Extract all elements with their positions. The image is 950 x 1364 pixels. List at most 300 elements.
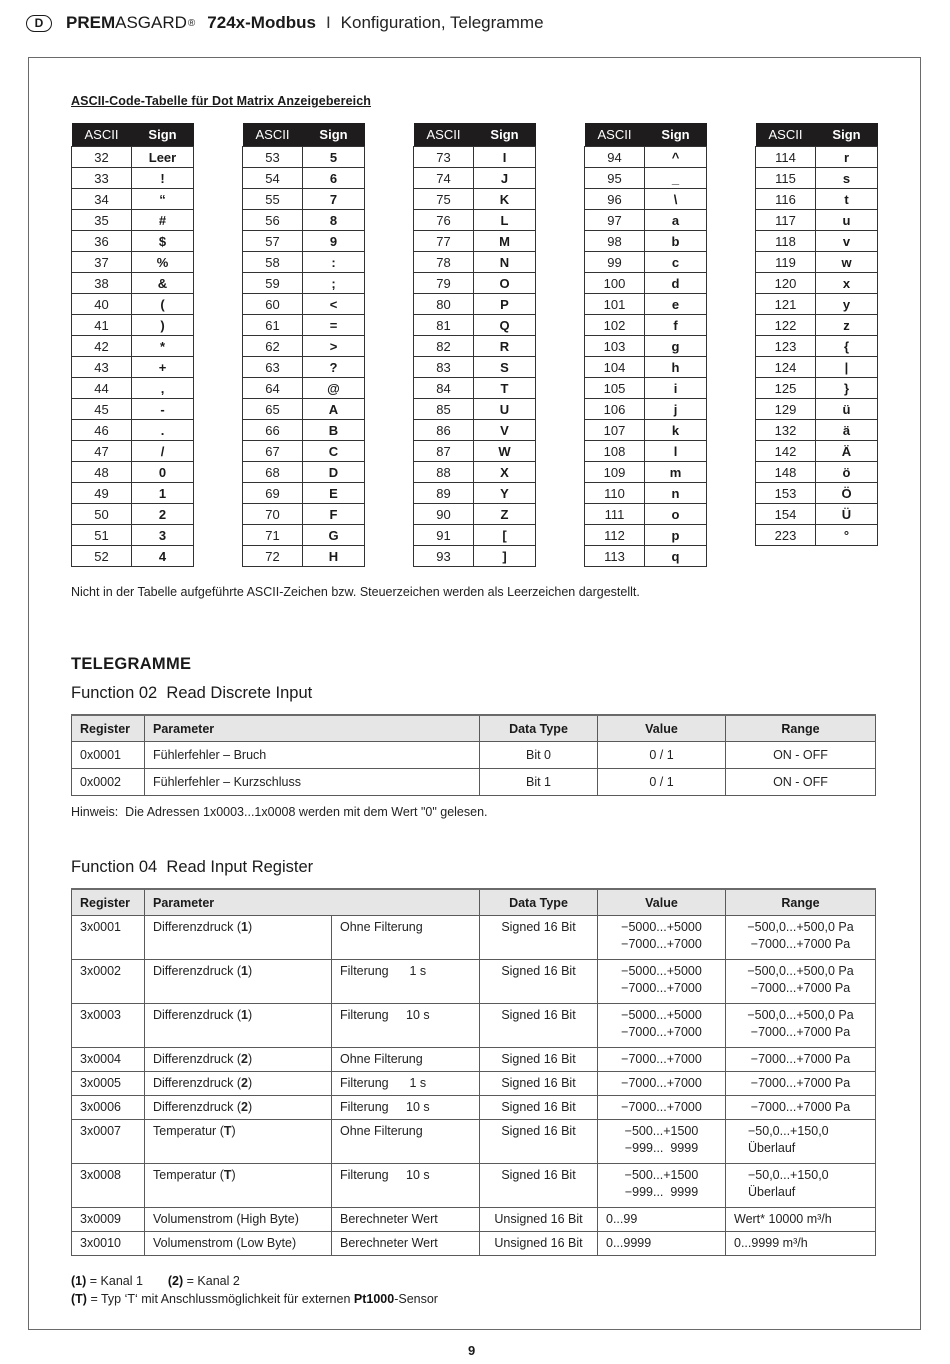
ascii-sign: 4 bbox=[132, 546, 194, 567]
f04-table-row bbox=[72, 1004, 876, 1048]
ascii-sign: r bbox=[816, 147, 878, 168]
f04-cell-data-type: Signed 16 Bit bbox=[480, 1120, 598, 1164]
f04-cell-parameter: Volumenstrom (High Byte) bbox=[145, 1208, 332, 1232]
ascii-header-code: ASCII bbox=[756, 123, 816, 147]
ascii-sign: $ bbox=[132, 231, 194, 252]
footnote-type-t bbox=[71, 1292, 438, 1306]
f04-cell-register: 3x0006 bbox=[72, 1096, 145, 1120]
f04-cell-parameter: Volumenstrom (Low Byte) bbox=[145, 1232, 332, 1256]
ascii-row bbox=[414, 525, 536, 546]
ascii-row bbox=[243, 315, 365, 336]
ascii-sign: ^ bbox=[645, 147, 707, 168]
ascii-row bbox=[414, 441, 536, 462]
ascii-sign: Ä bbox=[816, 441, 878, 462]
ascii-table-title: ASCII-Code-Tabelle für Dot Matrix Anzeigebereich bbox=[71, 94, 371, 108]
ascii-code: 34 bbox=[72, 189, 132, 210]
ascii-code: 104 bbox=[585, 357, 645, 378]
ascii-row bbox=[243, 294, 365, 315]
ascii-sign: @ bbox=[303, 378, 365, 399]
f04-value-line: −999... 9999 bbox=[624, 1185, 699, 1199]
ascii-code: 45 bbox=[72, 399, 132, 420]
f04-cell-data-type: Signed 16 Bit bbox=[480, 1096, 598, 1120]
ascii-row bbox=[585, 378, 707, 399]
ascii-sign: W bbox=[474, 441, 536, 462]
f04-value-line: −5000...+5000 bbox=[621, 920, 702, 934]
ascii-sign: Leer bbox=[132, 147, 194, 168]
f04-cell-data-type: Signed 16 Bit bbox=[480, 1004, 598, 1048]
ascii-row bbox=[756, 399, 878, 420]
f04-range-line: −7000...+7000 Pa bbox=[750, 1100, 851, 1114]
f04-cell-range bbox=[726, 916, 876, 960]
ascii-row bbox=[585, 357, 707, 378]
ascii-sign: # bbox=[132, 210, 194, 231]
ascii-row bbox=[414, 189, 536, 210]
f04-cell-range bbox=[726, 1072, 876, 1096]
f04-range-line: Wert* 10000 m³/h bbox=[734, 1212, 832, 1226]
f04-cell-parameter: Differenzdruck (2) bbox=[145, 1072, 332, 1096]
ascii-sign: j bbox=[645, 399, 707, 420]
ascii-sign: M bbox=[474, 231, 536, 252]
f04-range-line: −7000...+7000 Pa bbox=[750, 1025, 851, 1039]
ascii-sign: x bbox=[816, 273, 878, 294]
ascii-code: 52 bbox=[72, 546, 132, 567]
f04-range-line: −500,0...+500,0 Pa bbox=[747, 964, 854, 978]
ascii-row bbox=[414, 336, 536, 357]
channel-marker: 2 bbox=[241, 1100, 248, 1114]
ascii-row bbox=[756, 315, 878, 336]
f02-cell-register: 0x0002 bbox=[72, 769, 145, 796]
f04-cell-parameter: Temperatur (T) bbox=[145, 1120, 332, 1164]
f04-cell-register: 3x0010 bbox=[72, 1232, 145, 1256]
ascii-code: 36 bbox=[72, 231, 132, 252]
ascii-row bbox=[243, 441, 365, 462]
f04-table-row bbox=[72, 1232, 876, 1256]
ascii-code: 64 bbox=[243, 378, 303, 399]
ascii-code: 44 bbox=[72, 378, 132, 399]
ascii-code: 82 bbox=[414, 336, 474, 357]
f04-cell-register: 3x0008 bbox=[72, 1164, 145, 1208]
ascii-table-1 bbox=[71, 123, 194, 567]
ascii-code: 59 bbox=[243, 273, 303, 294]
ascii-code: 124 bbox=[756, 357, 816, 378]
ascii-row bbox=[414, 168, 536, 189]
ascii-row bbox=[243, 462, 365, 483]
ascii-code: 123 bbox=[756, 336, 816, 357]
f04-cell-value bbox=[598, 1004, 726, 1048]
ascii-row bbox=[585, 294, 707, 315]
ascii-sign: > bbox=[303, 336, 365, 357]
ascii-code: 55 bbox=[243, 189, 303, 210]
ascii-row bbox=[585, 189, 707, 210]
f04-cell-parameter: Differenzdruck (2) bbox=[145, 1096, 332, 1120]
f04-value-line: −7000...+7000 bbox=[621, 1100, 702, 1114]
ascii-row bbox=[72, 420, 194, 441]
ascii-header-sign: Sign bbox=[303, 123, 365, 147]
f04-cell-data-type: Signed 16 Bit bbox=[480, 916, 598, 960]
f02-cell-data-type: Bit 0 bbox=[480, 742, 598, 769]
function02-name: Read Discrete Input bbox=[166, 684, 313, 702]
f04-cell-data-type: Unsigned 16 Bit bbox=[480, 1208, 598, 1232]
ascii-row bbox=[585, 483, 707, 504]
ascii-code: 46 bbox=[72, 420, 132, 441]
f04-cell-filter: Filterung 10 s bbox=[332, 1096, 480, 1120]
f02-cell-parameter: Fühlerfehler – Kurzschluss bbox=[145, 769, 480, 796]
ascii-code: 103 bbox=[585, 336, 645, 357]
function04-table bbox=[71, 888, 876, 1256]
footnote-k2-text: = Kanal 2 bbox=[183, 1274, 240, 1288]
ascii-sign: ä bbox=[816, 420, 878, 441]
ascii-code: 66 bbox=[243, 420, 303, 441]
footnote-t-symbol: (T) bbox=[71, 1292, 87, 1306]
ascii-row bbox=[243, 336, 365, 357]
ascii-sign: . bbox=[132, 420, 194, 441]
ascii-sign: 5 bbox=[303, 147, 365, 168]
ascii-sign: ( bbox=[132, 294, 194, 315]
ascii-code: 154 bbox=[756, 504, 816, 525]
ascii-code: 70 bbox=[243, 504, 303, 525]
ascii-row bbox=[756, 252, 878, 273]
ascii-code: 117 bbox=[756, 210, 816, 231]
ascii-sign: + bbox=[132, 357, 194, 378]
ascii-header-code: ASCII bbox=[414, 123, 474, 147]
f02-cell-range: ON - OFF bbox=[726, 769, 876, 796]
ascii-code: 72 bbox=[243, 546, 303, 567]
ascii-code: 43 bbox=[72, 357, 132, 378]
model-name: 724x-Modbus bbox=[207, 13, 316, 32]
ascii-code: 94 bbox=[585, 147, 645, 168]
ascii-row bbox=[243, 147, 365, 168]
f04-cell-value bbox=[598, 1120, 726, 1164]
f04-value-line: −7000...+7000 bbox=[621, 1052, 702, 1066]
footnote-k2-symbol: (2) bbox=[167, 1274, 184, 1288]
ascii-code: 96 bbox=[585, 189, 645, 210]
ascii-sign: g bbox=[645, 336, 707, 357]
ascii-row bbox=[414, 357, 536, 378]
ascii-row bbox=[756, 273, 878, 294]
ascii-sign: N bbox=[474, 252, 536, 273]
function02-number: Function 02 bbox=[71, 684, 158, 702]
ascii-code: 90 bbox=[414, 504, 474, 525]
ascii-row bbox=[243, 273, 365, 294]
f04-table-row bbox=[72, 1096, 876, 1120]
function02-hint: Hinweis: Die Adressen 1x0003...1x0008 werden mit dem Wert "0" gelesen. bbox=[71, 805, 488, 819]
ascii-sign: E bbox=[303, 483, 365, 504]
ascii-sign: 7 bbox=[303, 189, 365, 210]
f02-cell-value: 0 / 1 bbox=[598, 742, 726, 769]
ascii-row bbox=[756, 483, 878, 504]
ascii-note: Nicht in der Tabelle aufgeführte ASCII-Zeichen bzw. Steuerzeichen werden als Leerzeichen dargestellt. bbox=[71, 585, 640, 599]
f02-cell-value: 0 / 1 bbox=[598, 769, 726, 796]
f04-cell-range bbox=[726, 1232, 876, 1256]
ascii-sign: ! bbox=[132, 168, 194, 189]
ascii-row bbox=[585, 546, 707, 567]
ascii-row bbox=[585, 420, 707, 441]
f04-header-range: Range bbox=[726, 889, 876, 916]
ascii-sign: c bbox=[645, 252, 707, 273]
ascii-code: 86 bbox=[414, 420, 474, 441]
ascii-row bbox=[414, 294, 536, 315]
f04-cell-data-type: Signed 16 Bit bbox=[480, 960, 598, 1004]
ascii-sign: Z bbox=[474, 504, 536, 525]
ascii-row bbox=[756, 357, 878, 378]
ascii-row bbox=[756, 504, 878, 525]
ascii-sign: “ bbox=[132, 189, 194, 210]
ascii-sign: 9 bbox=[303, 231, 365, 252]
f04-cell-register: 3x0005 bbox=[72, 1072, 145, 1096]
f04-cell-register: 3x0001 bbox=[72, 916, 145, 960]
ascii-code: 54 bbox=[243, 168, 303, 189]
ascii-header-code: ASCII bbox=[585, 123, 645, 147]
ascii-code: 108 bbox=[585, 441, 645, 462]
f04-range-line: Überlauf bbox=[748, 1141, 796, 1155]
ascii-row bbox=[756, 294, 878, 315]
ascii-row bbox=[756, 168, 878, 189]
ascii-row bbox=[756, 378, 878, 399]
ascii-row bbox=[585, 252, 707, 273]
ascii-row bbox=[756, 336, 878, 357]
registered-mark: ® bbox=[187, 17, 196, 29]
ascii-row bbox=[414, 273, 536, 294]
ascii-row bbox=[243, 252, 365, 273]
ascii-code: 118 bbox=[756, 231, 816, 252]
f04-header-data-type: Data Type bbox=[480, 889, 598, 916]
ascii-table-3 bbox=[413, 123, 536, 567]
ascii-row bbox=[756, 189, 878, 210]
ascii-sign: b bbox=[645, 231, 707, 252]
ascii-sign: X bbox=[474, 462, 536, 483]
ascii-sign: F bbox=[303, 504, 365, 525]
ascii-sign: D bbox=[303, 462, 365, 483]
function04-name: Read Input Register bbox=[166, 858, 314, 876]
ascii-code: 111 bbox=[585, 504, 645, 525]
brand-name-light: ASGARD bbox=[115, 13, 187, 32]
ascii-code: 97 bbox=[585, 210, 645, 231]
ascii-code: 102 bbox=[585, 315, 645, 336]
ascii-code: 112 bbox=[585, 525, 645, 546]
f02-table-row bbox=[72, 769, 876, 796]
ascii-row bbox=[414, 147, 536, 168]
ascii-sign: l bbox=[645, 441, 707, 462]
ascii-code: 153 bbox=[756, 483, 816, 504]
ascii-code: 106 bbox=[585, 399, 645, 420]
ascii-row bbox=[585, 525, 707, 546]
f04-cell-filter: Berechneter Wert bbox=[332, 1208, 480, 1232]
ascii-row bbox=[585, 273, 707, 294]
ascii-code: 56 bbox=[243, 210, 303, 231]
ascii-sign: Ö bbox=[816, 483, 878, 504]
f04-cell-filter: Ohne Filterung bbox=[332, 1048, 480, 1072]
ascii-code: 114 bbox=[756, 147, 816, 168]
ascii-code: 98 bbox=[585, 231, 645, 252]
f04-value-line: 0...99 bbox=[606, 1212, 638, 1226]
f04-table-row bbox=[72, 1072, 876, 1096]
ascii-sign: T bbox=[474, 378, 536, 399]
f04-table-row bbox=[72, 1120, 876, 1164]
ascii-code: 91 bbox=[414, 525, 474, 546]
page-header bbox=[26, 10, 544, 36]
ascii-code: 74 bbox=[414, 168, 474, 189]
ascii-sign: 1 bbox=[132, 483, 194, 504]
ascii-row bbox=[72, 189, 194, 210]
ascii-row bbox=[72, 441, 194, 462]
channel-marker: 2 bbox=[241, 1052, 248, 1066]
ascii-sign: y bbox=[816, 294, 878, 315]
ascii-row bbox=[585, 231, 707, 252]
ascii-sign: t bbox=[816, 189, 878, 210]
ascii-sign: 8 bbox=[303, 210, 365, 231]
ascii-row bbox=[72, 504, 194, 525]
ascii-row bbox=[585, 399, 707, 420]
ascii-code: 37 bbox=[72, 252, 132, 273]
ascii-row bbox=[585, 147, 707, 168]
ascii-row bbox=[414, 420, 536, 441]
f02-header-value: Value bbox=[598, 715, 726, 742]
f04-cell-filter: Ohne Filterung bbox=[332, 1120, 480, 1164]
f04-cell-range bbox=[726, 1048, 876, 1072]
f04-table-row bbox=[72, 1048, 876, 1072]
ascii-sign: n bbox=[645, 483, 707, 504]
ascii-row bbox=[414, 231, 536, 252]
ascii-row bbox=[414, 378, 536, 399]
function02-table bbox=[71, 714, 876, 796]
ascii-row bbox=[756, 210, 878, 231]
ascii-code: 33 bbox=[72, 168, 132, 189]
ascii-sign: & bbox=[132, 273, 194, 294]
ascii-sign: k bbox=[645, 420, 707, 441]
ascii-sign: v bbox=[816, 231, 878, 252]
f04-cell-value bbox=[598, 960, 726, 1004]
f04-cell-parameter: Temperatur (T) bbox=[145, 1164, 332, 1208]
ascii-sign: o bbox=[645, 504, 707, 525]
ascii-row bbox=[585, 336, 707, 357]
footnote-t-text: = Typ ‘T‘ mit Anschlussmöglichkeit für externen bbox=[86, 1292, 354, 1306]
ascii-code: 83 bbox=[414, 357, 474, 378]
f04-cell-value bbox=[598, 1232, 726, 1256]
f04-value-line: 0...9999 bbox=[606, 1236, 652, 1250]
f04-cell-filter: Filterung 10 s bbox=[332, 1164, 480, 1208]
f04-cell-filter: Ohne Filterung bbox=[332, 916, 480, 960]
ascii-sign: m bbox=[645, 462, 707, 483]
f02-header-data-type: Data Type bbox=[480, 715, 598, 742]
ascii-code: 105 bbox=[585, 378, 645, 399]
ascii-row bbox=[756, 231, 878, 252]
function02-title bbox=[71, 684, 312, 703]
footnote-pt1000: Pt1000 bbox=[353, 1292, 395, 1306]
ascii-sign: U bbox=[474, 399, 536, 420]
ascii-row bbox=[585, 210, 707, 231]
ascii-code: 119 bbox=[756, 252, 816, 273]
ascii-code: 87 bbox=[414, 441, 474, 462]
f04-range-line: Überlauf bbox=[748, 1185, 796, 1199]
ascii-row bbox=[414, 210, 536, 231]
header-subtitle: Konfiguration, Telegramme bbox=[340, 13, 544, 32]
ascii-code: 41 bbox=[72, 315, 132, 336]
ascii-row bbox=[72, 210, 194, 231]
ascii-sign: | bbox=[816, 357, 878, 378]
ascii-code: 115 bbox=[756, 168, 816, 189]
ascii-code: 57 bbox=[243, 231, 303, 252]
ascii-row bbox=[72, 483, 194, 504]
f02-cell-register: 0x0001 bbox=[72, 742, 145, 769]
ascii-sign: q bbox=[645, 546, 707, 567]
f04-cell-value bbox=[598, 916, 726, 960]
f02-table-row bbox=[72, 742, 876, 769]
f04-cell-range bbox=[726, 1004, 876, 1048]
ascii-row bbox=[414, 315, 536, 336]
f02-header-range: Range bbox=[726, 715, 876, 742]
ascii-sign: [ bbox=[474, 525, 536, 546]
footnote-channels bbox=[71, 1274, 240, 1288]
f04-cell-range bbox=[726, 1096, 876, 1120]
ascii-sign: P bbox=[474, 294, 536, 315]
f04-cell-range bbox=[726, 1208, 876, 1232]
f04-cell-parameter: Differenzdruck (1) bbox=[145, 1004, 332, 1048]
ascii-row bbox=[243, 231, 365, 252]
page-number: 9 bbox=[468, 1343, 476, 1358]
f04-cell-register: 3x0007 bbox=[72, 1120, 145, 1164]
f02-cell-range: ON - OFF bbox=[726, 742, 876, 769]
ascii-row bbox=[72, 357, 194, 378]
f04-range-line: −50,0...+150,0 bbox=[748, 1168, 829, 1182]
ascii-sign: e bbox=[645, 294, 707, 315]
ascii-row bbox=[72, 252, 194, 273]
f04-cell-filter: Berechneter Wert bbox=[332, 1232, 480, 1256]
ascii-sign: ? bbox=[303, 357, 365, 378]
ascii-row bbox=[756, 525, 878, 546]
ascii-code: 71 bbox=[243, 525, 303, 546]
ascii-sign: R bbox=[474, 336, 536, 357]
ascii-code: 50 bbox=[72, 504, 132, 525]
f04-range-line: −50,0...+150,0 bbox=[748, 1124, 829, 1138]
ascii-code: 89 bbox=[414, 483, 474, 504]
f04-value-line: −7000...+7000 bbox=[621, 1076, 702, 1090]
ascii-code: 35 bbox=[72, 210, 132, 231]
ascii-code: 148 bbox=[756, 462, 816, 483]
f04-value-line: −500...+1500 bbox=[624, 1168, 699, 1182]
ascii-code: 32 bbox=[72, 147, 132, 168]
f04-cell-filter: Filterung 1 s bbox=[332, 1072, 480, 1096]
ascii-row bbox=[756, 147, 878, 168]
channel-marker: 1 bbox=[241, 920, 248, 934]
ascii-code: 63 bbox=[243, 357, 303, 378]
f04-cell-parameter: Differenzdruck (2) bbox=[145, 1048, 332, 1072]
ascii-header-sign: Sign bbox=[474, 123, 536, 147]
f04-range-line: −7000...+7000 Pa bbox=[750, 981, 851, 995]
f04-header-parameter: Parameter bbox=[145, 889, 480, 916]
ascii-sign: ) bbox=[132, 315, 194, 336]
f04-value-line: −999... 9999 bbox=[624, 1141, 699, 1155]
ascii-code: 77 bbox=[414, 231, 474, 252]
ascii-sign: w bbox=[816, 252, 878, 273]
ascii-sign: ö bbox=[816, 462, 878, 483]
ascii-table-2 bbox=[242, 123, 365, 567]
channel-marker: 1 bbox=[241, 1008, 248, 1022]
f04-range-line: −500,0...+500,0 Pa bbox=[747, 920, 854, 934]
ascii-row bbox=[414, 252, 536, 273]
ascii-code: 53 bbox=[243, 147, 303, 168]
ascii-sign: S bbox=[474, 357, 536, 378]
ascii-code: 120 bbox=[756, 273, 816, 294]
ascii-row bbox=[243, 189, 365, 210]
ascii-code: 73 bbox=[414, 147, 474, 168]
f04-table-row bbox=[72, 916, 876, 960]
ascii-sign: p bbox=[645, 525, 707, 546]
ascii-row bbox=[243, 525, 365, 546]
ascii-row bbox=[414, 546, 536, 567]
channel-marker: 2 bbox=[241, 1076, 248, 1090]
ascii-sign: 2 bbox=[132, 504, 194, 525]
ascii-code: 93 bbox=[414, 546, 474, 567]
